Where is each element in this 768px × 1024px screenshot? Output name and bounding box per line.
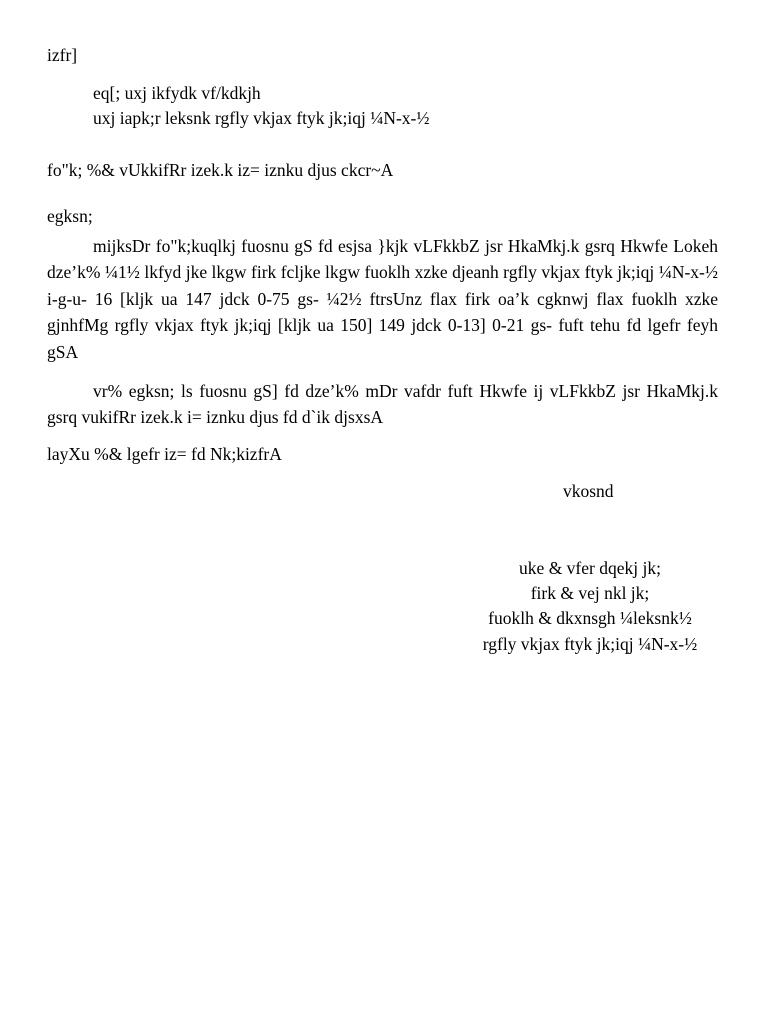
signature-father: firk & vej nkl jk; [530,583,650,603]
enclosure-line: layXu %& lgefr iz= fd Nk;kizfrA [47,444,282,464]
closing-applicant: vkosnd [563,481,614,501]
body-paragraph-2: vr% egksn; ls fuosnu gS] fd dze’k% mDr vafdr fuft Hkwfe ij vLFkkbZ jsr HkaMkj.k gsrq vukifRr izek.k i= iznku djus fd d`ik djsxsA [47,381,718,428]
salutation: egksn; [47,206,93,226]
signature-name: uke & vfer dqekj jk; [519,558,661,578]
signature-district: rgfly vkjax ftyk jk;iqj ¼N-x-½ [482,634,698,654]
signature-residence: fuoklh & dkxnsgh ¼leksnk½ [488,608,692,628]
recipient-line-1: eq[; uxj ikfydk vf/kdkjh [93,83,261,103]
body-paragraph-1: mijksDr fo"k;kuqlkj fuosnu gS fd esjsa }kjk vLFkkbZ jsr HkaMkj.k gsrq Hkwfe Lokeh dze’k% ¼1½ lkfyd jke lkgw firk fcljke lkgw fuoklh xzke djeanh rgfly vkjax ftyk jk;iqj ¼N-x-½ i-g-u- 16 [kljk ua 147 jdck 0-75 gs- ¼2½ ftrsUnz flax firk oa’k cgknwj flax fuoklh xzke gjnhfMg rgfly vkjax ftyk jk;iqj [kljk ua 150] 149 jdck 0-13] 0-21 gs- fuft tehu fd lgefr feyh gSA [47,236,718,362]
recipient-line-2: uxj iapk;r leksnk rgfly vkjax ftyk jk;iqj ¼N-x-½ [93,108,430,128]
subject-line: fo"k; %& vUkkifRr izek.k iz= iznku djus ckcr~A [47,160,394,180]
recipient-label: izfr] [47,45,78,65]
